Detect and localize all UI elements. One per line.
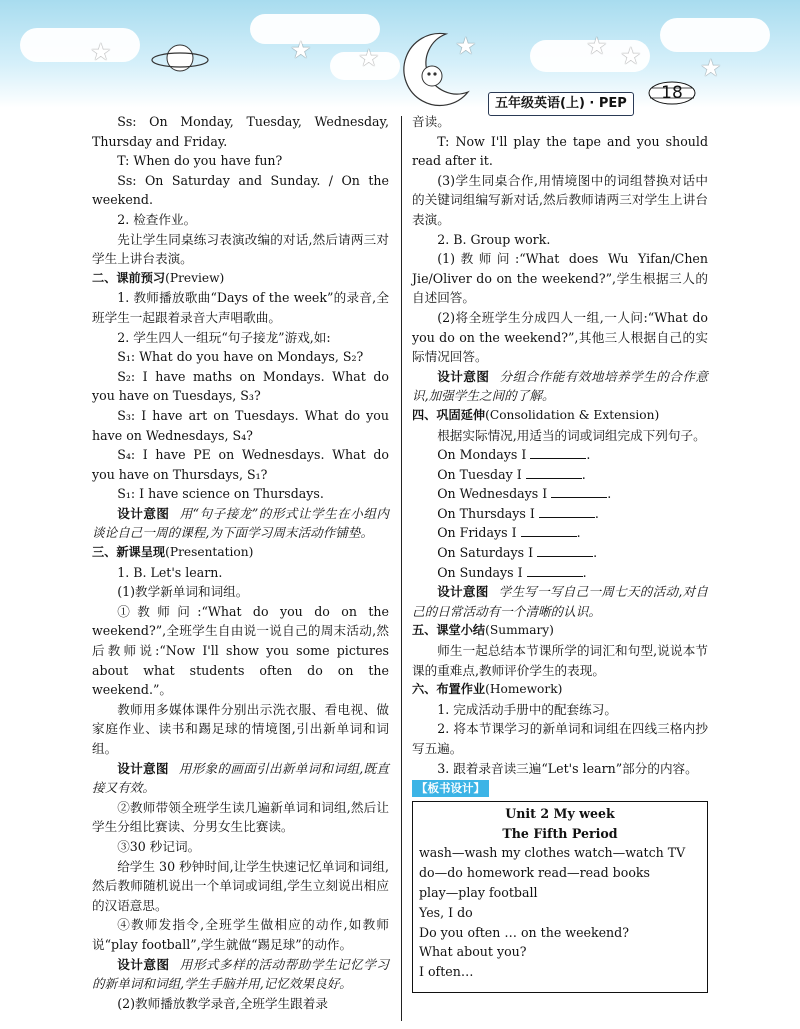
fill-blank-prompt: On Mondays I — [437, 447, 527, 463]
star-icon: ★ — [90, 38, 112, 66]
page-number — [648, 80, 696, 106]
paragraph: ①教师问:“What do you do on the weekend?”,全班学生自由说一说自己的周末活动,然后教师说:“Now I'll show you some pictures about what students often do on the weekend.”。 — [92, 603, 389, 698]
design-intent — [92, 759, 389, 798]
paragraph: T: When do you have fun? — [117, 153, 283, 169]
design-intent — [412, 582, 708, 621]
section-heading-summary — [412, 621, 708, 641]
paragraph: Ss: On Saturday and Sunday. / On the weekend. — [92, 172, 389, 208]
paragraph: 1. B. Let's learn. — [117, 564, 223, 580]
fill-blank-prompt: On Thursdays I — [437, 505, 535, 521]
paragraph: ②教师带领全班学生读几遍新单词和词组,然后让学生分组比赛读、分男女生比赛读。 — [92, 799, 389, 835]
blank-line — [521, 524, 577, 537]
dialogue-line: S₃: I have art on Tuesdays. What do you have on Wednesdays, S₄? — [92, 407, 389, 443]
paragraph: ④教师发指令,全班学生做相应的动作,如教师说“play football”,学生就做“踢足球”的动作。 — [92, 917, 389, 952]
design-intent-text: 用“句子接龙”的形式让学生在小组内谈论自己一周的课程,为下面学习周末活动作铺垫。 — [92, 505, 389, 541]
section-heading-text: 五、课堂小结 — [412, 623, 486, 638]
planet-icon — [150, 38, 210, 78]
paragraph: 2. B. Group work. — [437, 231, 551, 247]
section-heading-text: 四、巩固延伸 — [412, 407, 486, 422]
cloud — [20, 28, 140, 66]
board-line: Do you often … on the weekend? — [419, 924, 629, 940]
design-intent — [412, 367, 708, 406]
design-intent-label: 设计意图 — [117, 505, 170, 521]
fill-blank-row: On Saturdays I . — [437, 545, 598, 561]
paragraph: (2)教师播放教学录音,全班学生跟着录 — [117, 995, 328, 1011]
board-line: wash—wash my clothes watch—watch TV — [419, 845, 686, 861]
board-line: What about you? — [419, 944, 527, 960]
star-icon: ★ — [358, 44, 380, 72]
dialogue-line: S₁: I have science on Thursdays. — [117, 486, 324, 502]
board-line: I often… — [419, 964, 474, 980]
star-icon: ★ — [620, 42, 642, 70]
section-heading-consolidation — [412, 406, 708, 426]
board-design-box — [412, 801, 708, 993]
column-divider — [401, 116, 402, 1021]
blank-line — [527, 564, 583, 577]
fill-blank-row: On Tuesday I . — [437, 466, 586, 482]
star-icon: ★ — [586, 32, 608, 60]
paragraph: 教师用多媒体课件分别出示洗衣服、看电视、做家庭作业、读书和踢足球的情境图,引出新单词和词组。 — [92, 701, 389, 756]
fill-blank-prompt: On Tuesday I — [437, 466, 522, 482]
paragraph: (1)教学新单词和词组。 — [117, 584, 249, 600]
paragraph: ③30 秒记词。 — [117, 838, 201, 854]
paragraph: 根据实际情况,用适当的词或词组完成下列句子。 — [437, 427, 706, 443]
board-line: do—do homework read—read books — [419, 865, 650, 881]
dialogue-line: S₄: I have PE on Wednesdays. What do you have on Thursdays, S₁? — [92, 447, 389, 482]
paragraph: 2. 检查作业。 — [117, 211, 197, 227]
design-intent-label: 设计意图 — [117, 956, 170, 972]
paragraph: (1)教师问:“What does Wu Yifan/Chen Jie/Oliver do on the weekend?”,学生根据三人的自述回答。 — [412, 251, 708, 306]
design-intent-text: 用形象的画面引出新单词和词组,既直接又有效。 — [92, 760, 389, 796]
paragraph: 音读。 — [412, 114, 450, 129]
section-heading-presentation — [92, 543, 389, 563]
fill-blank-row: On Thursdays I . — [437, 505, 599, 521]
board-title: Unit 2 My week — [505, 805, 615, 821]
section-heading-homework — [412, 680, 708, 700]
fill-blank-row: On Mondays I . — [437, 447, 591, 463]
star-icon: ★ — [455, 32, 477, 60]
paragraph: 1. 教师播放歌曲“Days of the week”的录音,全班学生一起跟着录音大声唱歌曲。 — [92, 290, 389, 325]
paragraph: (2)将全班学生分成四人一组,一人问:“What do you do on the weekend?”,其他三人根据自己的实际情况回答。 — [412, 309, 708, 365]
design-intent-text: 学生写一写自己一周七天的活动,对自己的日常活动有一个清晰的认识。 — [412, 584, 708, 619]
design-intent-text: 分组合作能有效地培养学生的合作意识,加强学生之间的了解。 — [412, 368, 709, 404]
paragraph: Ss: On Monday, Tuesday, Wednesday, Thursday and Friday. — [92, 114, 389, 149]
design-intent — [92, 955, 389, 994]
section-heading-en: (Preview) — [165, 270, 225, 285]
fill-blank-prompt: On Saturdays I — [437, 545, 534, 561]
star-icon: ★ — [700, 54, 722, 82]
star-icon: ★ — [290, 36, 312, 64]
design-intent — [92, 504, 389, 543]
fill-blank-row: On Fridays I . — [437, 525, 581, 541]
section-heading-en: (Consolidation & Extension) — [485, 407, 660, 422]
section-heading-preview — [92, 269, 389, 289]
board-line: play—play football — [419, 884, 538, 900]
design-intent-label: 设计意图 — [117, 760, 169, 776]
dialogue-line: S₂: I have maths on Mondays. What do you have on Tuesdays, S₃? — [92, 368, 389, 404]
blank-line — [551, 485, 607, 498]
section-heading-en: (Presentation) — [165, 545, 254, 560]
paragraph: 3. 跟着录音读三遍“Let's learn”部分的内容。 — [437, 760, 698, 776]
book-title-badge: 五年级英语(上) · PEP — [488, 92, 634, 116]
blank-line — [539, 505, 595, 518]
fill-blank-row: On Sundays I . — [437, 564, 587, 580]
board-line: Yes, I do — [419, 904, 473, 920]
paragraph: 给学生 30 秒钟时间,让学生快速记忆单词和词组,然后教师随机说出一个单词或词组,学生立刻说出相应的汉语意思。 — [92, 858, 389, 913]
section-heading-en: (Homework) — [485, 682, 563, 697]
right-column — [412, 112, 708, 993]
section-heading-text: 三、新课呈现 — [92, 545, 166, 560]
blank-line — [537, 544, 593, 557]
cloud — [250, 14, 380, 44]
section-heading-text: 二、课前预习 — [92, 270, 166, 285]
dialogue-line: S₁: What do you have on Mondays, S₂? — [117, 349, 364, 365]
paragraph: (3)学生同桌合作,用情境图中的词组替换对话中的关键词组编写新对话,然后教师请两三对学生上讲台表演。 — [412, 172, 708, 227]
blank-line — [526, 466, 582, 479]
section-heading-en: (Summary) — [485, 623, 554, 638]
page-number-text: 18 — [661, 83, 683, 103]
blank-line — [530, 446, 586, 459]
cloud — [660, 18, 770, 52]
fill-blank-row: On Wednesdays I . — [437, 486, 612, 502]
paragraph: 2. 将本节课学习的新单词和词组在四线三格内抄写五遍。 — [412, 721, 708, 756]
left-column — [92, 112, 389, 1013]
board-design-label: 【板书设计】 — [412, 780, 489, 797]
paragraph: 2. 学生四人一组玩“句子接龙”游戏,如: — [117, 329, 331, 345]
paragraph: 师生一起总结本节课所学的词汇和句型,说说本节课的重难点,教师评价学生的表现。 — [412, 643, 708, 678]
paragraph: T: Now I'll play the tape and you should read after it. — [412, 133, 708, 169]
paragraph: 先让学生同桌练习表演改编的对话,然后请两三对学生上讲台表演。 — [92, 231, 389, 267]
design-intent-label: 设计意图 — [437, 368, 490, 384]
fill-blank-prompt: On Fridays I — [437, 525, 517, 541]
moon-mascot-icon — [398, 28, 478, 108]
paragraph: 1. 完成活动手册中的配套练习。 — [437, 701, 617, 717]
fill-blank-prompt: On Sundays I — [437, 564, 523, 580]
section-heading-text: 六、布置作业 — [412, 682, 486, 697]
design-intent-text: 用形式多样的活动帮助学生记忆学习的新单词和词组,学生手脑并用,记忆效果良好。 — [92, 956, 390, 992]
design-intent-label: 设计意图 — [437, 584, 489, 600]
fill-blank-prompt: On Wednesdays I — [437, 486, 548, 502]
board-subtitle: The Fifth Period — [502, 825, 618, 841]
